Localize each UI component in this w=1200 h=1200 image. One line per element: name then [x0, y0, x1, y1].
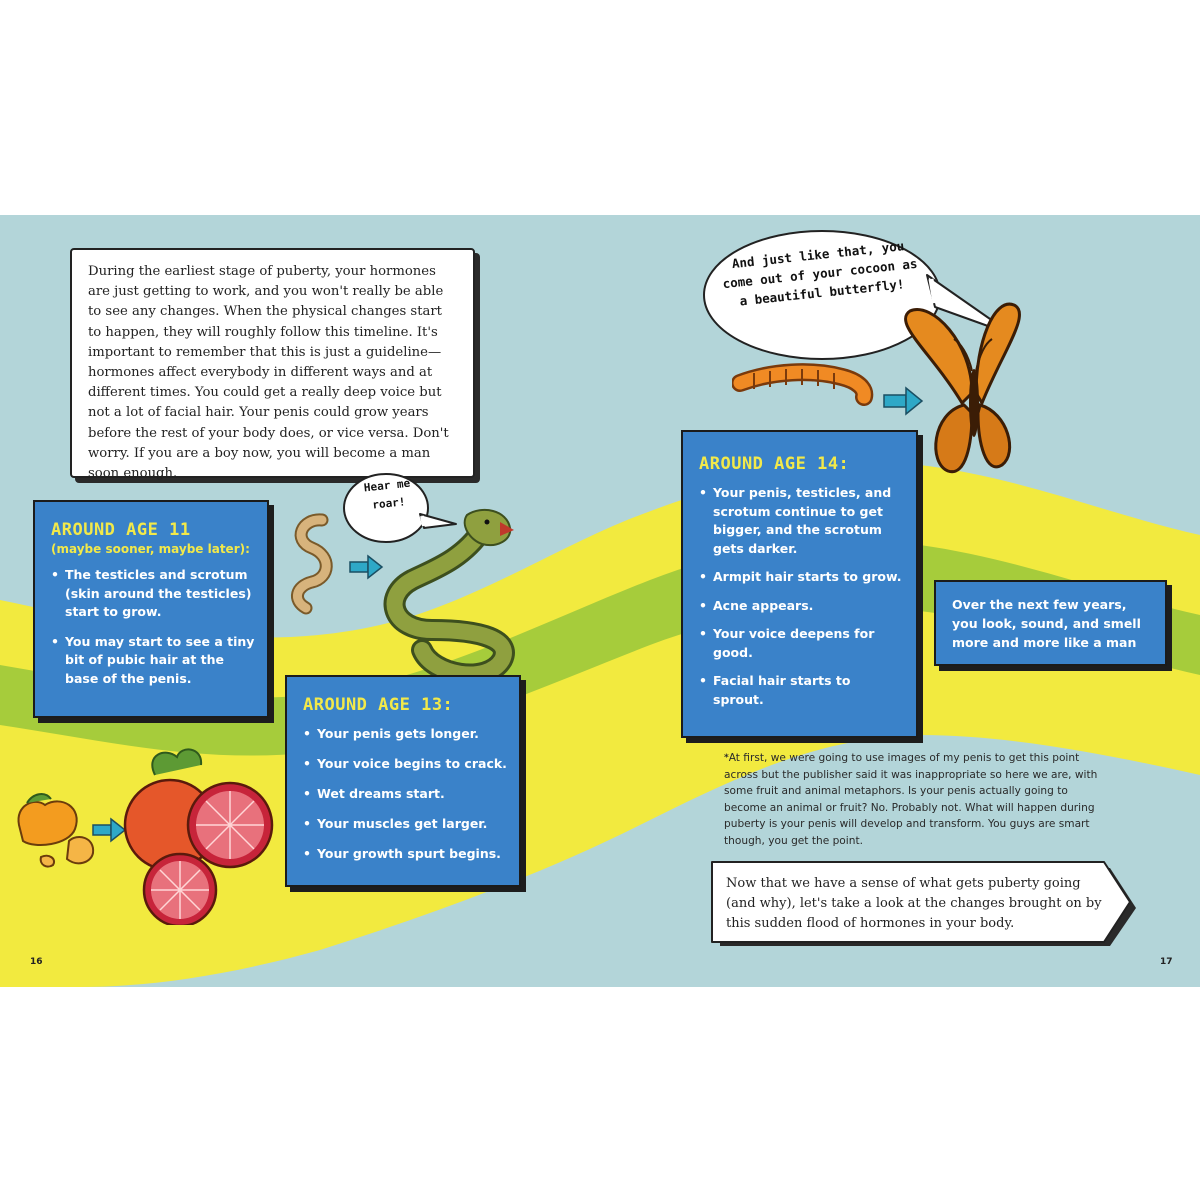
age-14-list [699, 484, 904, 709]
age-14-box [681, 430, 918, 738]
right-arrow-icon [884, 388, 922, 414]
intro-text-box [70, 248, 475, 482]
age-11-list [51, 566, 255, 688]
closing-text: Now that we have a sense of what gets puberty going (and why), let's take a look at the changes brought on by this sudden flood of hormones in your body. [726, 876, 1102, 931]
age-13-list [303, 725, 507, 864]
age-14-heading: AROUND AGE 14: [699, 454, 850, 474]
list-item: • Your voice begins to crack. [303, 755, 507, 774]
page-number-left: 16 [30, 957, 43, 967]
book-spread [0, 215, 1200, 987]
age-11-box [33, 500, 269, 718]
footnote-marker: * [724, 753, 729, 763]
footnote [724, 750, 1109, 850]
worm-icon [297, 520, 326, 608]
intro-paragraph: During the earliest stage of puberty, your hormones are just getting to work, and you won't really be able to see any changes. When the physical changes start to happen, they will roughly follow this timeline. It's important to remember that this is just a guideline—hormones affect everybody in different ways and at different times. You could get a really deep voice but not a lot of facial hair. Your penis could grow years before the rest of your body does, or vice versa. Don't worry. If you are a boy now, you will become a man soon enough. [88, 264, 449, 482]
caterpillar-icon [740, 369, 864, 397]
clementine-icon [18, 794, 93, 867]
list-item: • Your penis gets longer. [303, 725, 507, 744]
butterfly-icon [906, 304, 1020, 472]
list-item: • Your muscles get larger. [303, 815, 507, 834]
list-item: • The testicles and scrotum (skin around the testicles) start to grow. [51, 566, 255, 622]
footnote-text: At first, we were going to use images of my penis to get this point across but the publisher said it was inappropriate so here we are, with some fruit and animal metaphors. Is your penis actually going to become an animal or fruit? No. Probably not. What will happen during puberty is your penis will develop and transform. You guys are smart though, you get the point. [724, 752, 1098, 847]
next-few-years-text: Over the next few years, you look, sound, and smell more and more like a man [952, 597, 1141, 650]
list-item: • Your penis, testicles, and scrotum continue to get bigger, and the scrotum gets darker. [699, 484, 904, 558]
age-13-box [285, 675, 521, 887]
age-11-subheading: (maybe sooner, maybe later): [51, 542, 250, 556]
list-item: • Your voice deepens for good. [699, 625, 904, 662]
worm-to-snake-illustration [282, 500, 542, 700]
list-item: • Acne appears. [699, 597, 904, 616]
age-11-heading: AROUND AGE 11 [51, 520, 191, 540]
list-item: • Facial hair starts to sprout. [699, 672, 904, 709]
list-item: • Your growth spurt begins. [303, 845, 507, 864]
next-few-years-box [934, 580, 1167, 666]
snake-bubble-text: Hear me roar! [363, 476, 411, 512]
right-arrow-icon [93, 819, 125, 841]
closing-arrow-box [708, 858, 1138, 950]
blood-orange-icon [125, 749, 272, 925]
butterfly-bubble-text: And just like that, you come out of your cocoon as a beautiful butterfly! [721, 238, 919, 309]
snake-icon [395, 510, 514, 675]
page-number-right: 17 [1160, 957, 1173, 967]
age-13-heading: AROUND AGE 13: [303, 695, 454, 715]
list-item: • Armpit hair starts to grow. [699, 568, 904, 587]
list-item: • Wet dreams start. [303, 785, 507, 804]
fruit-illustration [5, 745, 275, 925]
right-arrow-icon [350, 556, 382, 578]
list-item: • You may start to see a tiny bit of pubic hair at the base of the penis. [51, 633, 255, 689]
